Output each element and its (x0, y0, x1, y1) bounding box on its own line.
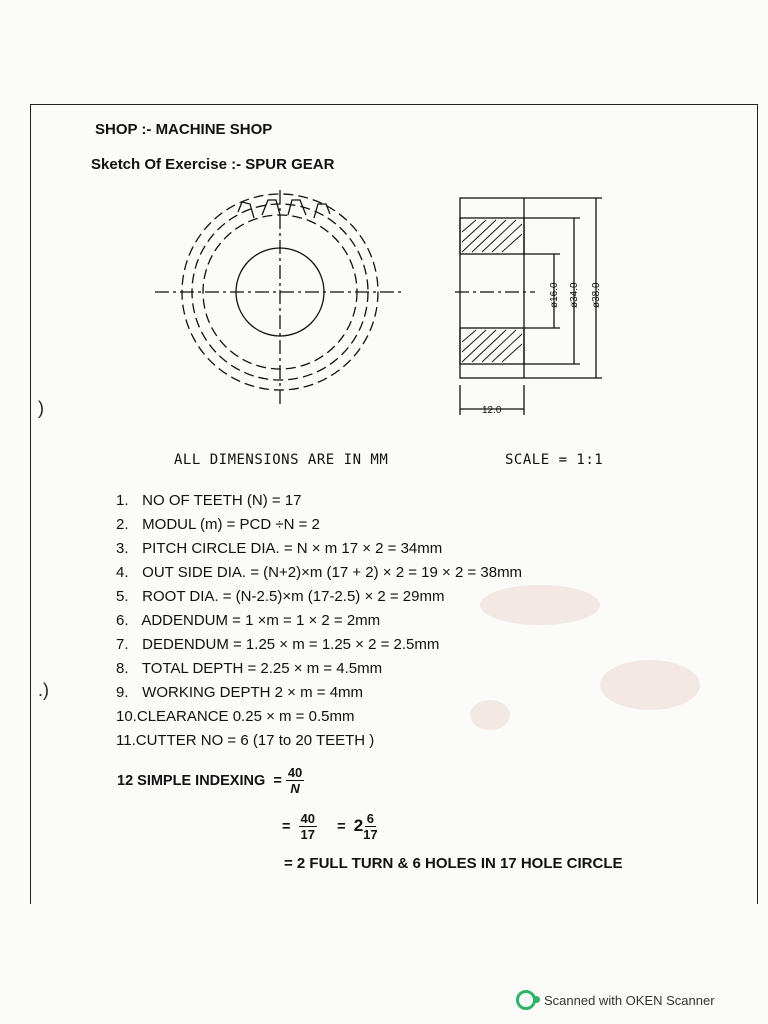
scanner-watermark (516, 990, 715, 1010)
list-item (116, 681, 522, 705)
outside-dia-dimension: ø38.0 (591, 282, 602, 308)
gear-front-view (155, 190, 405, 405)
dimensions-note: ALL DIMENSIONS ARE IN MM (174, 452, 389, 468)
denominator: 17 (300, 827, 315, 843)
item-text: ADDENDUM = 1 ×m = 1 × 2 = 2mm (141, 612, 381, 629)
paper-stain (600, 660, 700, 710)
calculation-list (116, 489, 522, 753)
list-item (116, 537, 522, 561)
whole-number: 2 (353, 816, 364, 836)
item-number: 9. (116, 684, 129, 701)
item-number: 10. (116, 708, 137, 725)
item-text: MODUL (m) = PCD ÷N = 2 (142, 516, 320, 533)
item-number: 7. (116, 636, 129, 653)
indexing-label: 12 SIMPLE INDEXING (117, 773, 266, 790)
list-item (116, 585, 522, 609)
item-number: 6. (116, 612, 129, 629)
item-number: 8. (116, 660, 129, 677)
numerator: 40 (300, 811, 315, 826)
indexing-result: = 2 FULL TURN & 6 HOLES IN 17 HOLE CIRCLE (284, 855, 623, 872)
item-text: CLEARANCE 0.25 × m = 0.5mm (136, 708, 355, 725)
equals-sign: = (273, 773, 282, 790)
pitch-dia-dimension: ø34.0 (569, 282, 580, 308)
list-item (116, 705, 522, 729)
item-number: 2. (116, 516, 129, 533)
item-text: CUTTER NO = 6 (17 to 20 TEETH ) (135, 732, 375, 749)
binding-mark: ) (38, 398, 44, 418)
item-number: 5. (116, 588, 129, 605)
fraction-40-over-17 (299, 812, 317, 843)
item-text: OUT SIDE DIA. = (N+2)×m (17 + 2) × 2 = 19 × 2 = 38mm (142, 564, 523, 581)
equals-sign: = (337, 819, 346, 836)
item-number: 3. (116, 540, 129, 557)
list-item (116, 633, 522, 657)
fraction-40-over-n (286, 766, 304, 797)
list-item (116, 561, 522, 585)
indexing-substitution (282, 812, 378, 843)
item-number: 11. (116, 732, 136, 749)
bore-dimension: ø16.0 (549, 282, 560, 308)
item-number: 1. (116, 492, 129, 509)
indexing-formula (117, 766, 304, 797)
binding-mark: .) (38, 680, 49, 700)
numerator: 40 (287, 765, 303, 780)
item-text: ROOT DIA. = (N-2.5)×m (17-2.5) × 2 = 29mm (142, 588, 445, 605)
spur-gear-drawing (150, 190, 620, 425)
item-number: 4. (116, 564, 129, 581)
list-item (116, 489, 522, 513)
shop-title: SHOP :- MACHINE SHOP (95, 121, 273, 138)
item-text: NO OF TEETH (N) = 17 (142, 492, 302, 509)
equals-sign: = (282, 819, 291, 836)
item-text: DEDENDUM = 1.25 × m = 1.25 × 2 = 2.5mm (142, 636, 440, 653)
list-item (116, 513, 522, 537)
scanner-logo-icon (516, 990, 536, 1010)
fraction-6-over-17 (363, 812, 377, 843)
numerator: 6 (366, 811, 374, 826)
scale-note: SCALE = 1:1 (505, 452, 604, 468)
exercise-title: Sketch Of Exercise :- SPUR GEAR (91, 156, 335, 173)
item-text: WORKING DEPTH 2 × m = 4mm (142, 684, 364, 701)
scanner-text: Scanned with OKEN Scanner (544, 992, 715, 1008)
denominator: N (290, 781, 300, 797)
list-item (116, 657, 522, 681)
width-dimension: 12.0 (482, 405, 502, 416)
list-item (116, 729, 522, 753)
item-text: PITCH CIRCLE DIA. = N × m 17 × 2 = 34mm (142, 540, 443, 557)
list-item (116, 609, 522, 633)
denominator: 17 (363, 827, 378, 843)
item-text: TOTAL DEPTH = 2.25 × m = 4.5mm (141, 660, 383, 677)
